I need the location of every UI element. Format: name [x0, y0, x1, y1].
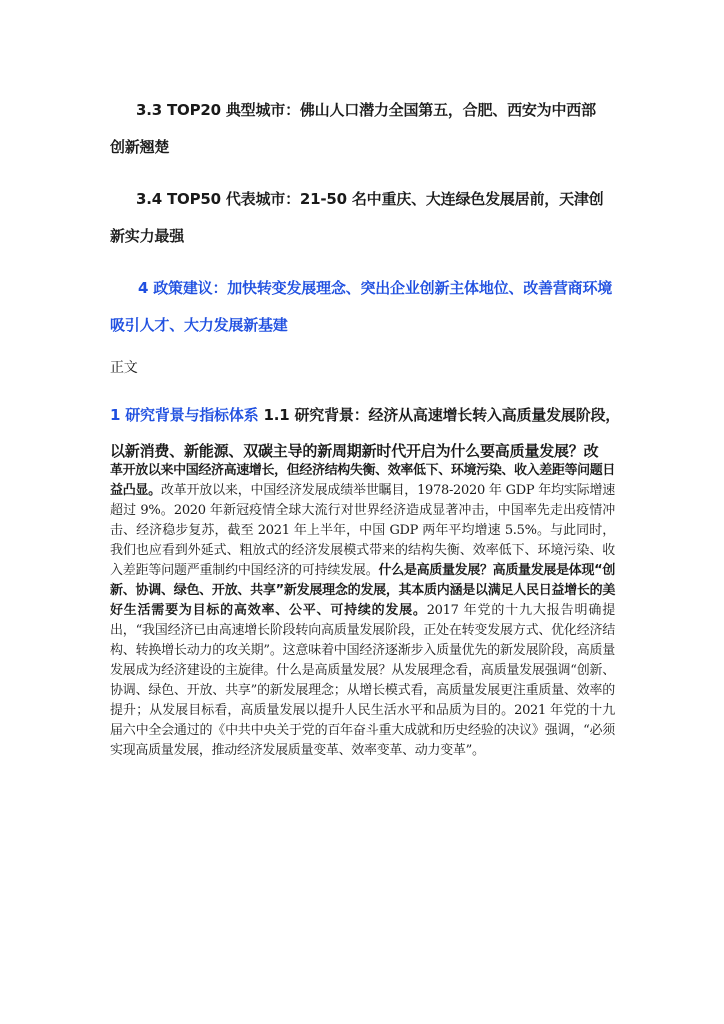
toc-entry-4-line1[interactable]: 4 政策建议：加快转变发展理念、突出企业创新主体地位、改善营商环境 — [138, 279, 613, 297]
paragraph-text-1: 改革开放以来，中国经济发展成绩举世瞩目，1978-2020 年 GDP 年均实际增速超过 9%。2020 年新冠疫情全球大流行对世界经济造成显著冲击，中国率先走出疫情冲击、经济稳步复苏，截至 2021 年上半年，中国 GDP 两年平均增速 5.5%。与此同时，我们也应看到外延式、粗放式的经济发展模式带来的结构失衡、效率低下、环境污染、收入差距等问题严重制约中国经济的可持续发展。 — [110, 483, 615, 578]
toc-entry-4-line2[interactable]: 吸引人才、大力发展新基建 — [110, 316, 288, 334]
section-link[interactable]: 1 研究背景与指标体系 — [110, 406, 259, 424]
toc-entry-3-3-line2[interactable]: 创新翘楚 — [110, 138, 170, 156]
section-heading-2: 以新消费、新能源、双碳主导的新周期新时代开启为什么要高质量发展？改 — [110, 442, 599, 460]
paragraph-bold-definition: 什么是高质量发展？高质量发展是体现“创新、协调、绿色、开放、共享”新发展理念的发展，其本质内涵是以满足人民日益增长的美好生活需要为目标的高效率、公平、可持续的发展。 — [110, 563, 616, 618]
toc-entry-3-4-line2[interactable]: 新实力最强 — [110, 227, 185, 245]
toc-entry-3-4-line1[interactable]: 3.4 TOP50 代表城市：21-50 名中重庆、大连绿色发展居前，天津创 — [136, 190, 604, 208]
section-heading-1-text: 1.1 研究背景：经济从高速增长转入高质量发展阶段， — [263, 406, 621, 424]
body-paragraph — [110, 461, 615, 761]
paragraph-bold-lead: 革开放以来中国经济高速增长，但经济结构失衡、效率低下、环境污染、收入差距等问题日益凸显。 — [110, 463, 615, 498]
body-label: 正文 — [110, 360, 138, 376]
paragraph-text-2: 2017 年党的十九大报告明确提出，“我国经济已由高速增长阶段转向高质量发展阶段，正处在转变发展方式、优化经济结构、转换增长动力的攻关期”。这意味着中国经济逐渐步入质量优先的新发展阶段，高质量发展成为经济建设的主旋律。什么是高质量发展？从发展理念看，高质量发展强调“创新、协调、绿色、开放、共享”的新发展理念；从增长模式看，高质量发展更注重质量、效率的提升；从发展目标看，高质量发展以提升人民生活水平和品质为目的。2021 年党的十九届六中全会通过的《中共中央关于党的百年奋斗重大成就和历史经验的决议》强调，“必须实现高质量发展，推动经济发展质量变革、效率变革、动力变革”。 — [110, 603, 615, 758]
section-heading-1 — [110, 405, 620, 425]
toc-entry-3-3-line1[interactable]: 3.3 TOP20 典型城市：佛山人口潜力全国第五，合肥、西安为中西部 — [136, 101, 596, 119]
